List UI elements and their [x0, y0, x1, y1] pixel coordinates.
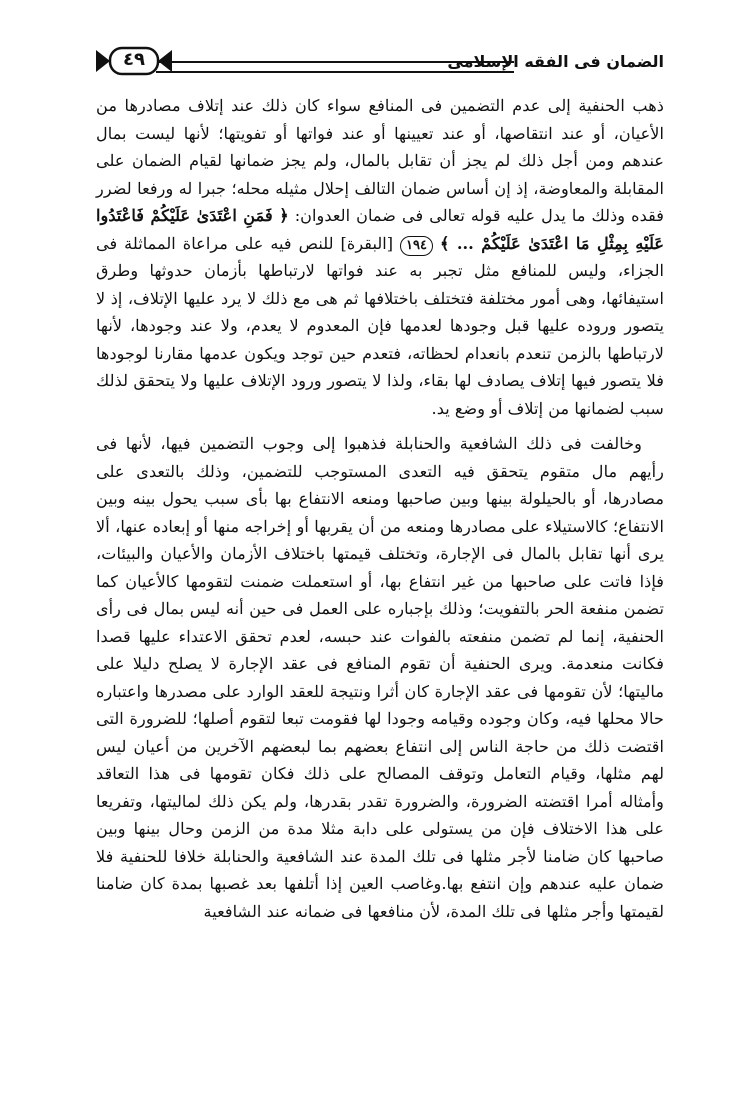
page-header [96, 44, 664, 84]
page-number-badge [96, 46, 172, 76]
paragraph-1 [96, 92, 664, 422]
paragraph-1-text-before-quote: ذهب الحنفية إلى عدم التضمين فى المنافع سواء كان ذلك عند إتلاف مصادرها من الأعيان، أو عند انتقاصها، أو عند تعيينها أو عند فواتها أو تفويتها؛ لأنها ليست بمال عندهم ومن أجل ذلك لم يجز أن تقابل بالمال، ولم يجز ضمانها لقيام الضمان على المقابلة والمعاوضة، إذ إن أساس ضمان التالف إحلال مثيله محله؛ جبرا له ورفعا لضرر فقده وذلك ما يدل عليه قوله تعالى فى ضمان العدوان: [96, 96, 664, 225]
paragraph-2: وخالفت فى ذلك الشافعية والحنابلة فذهبوا إلى وجوب التضمين فيها، لأنها فى رأيهم مال متقوم يتحقق فيه التعدى المستوجب للتضمين، وذلك بالتعدى على مصادرها، أو بالحيلولة بينها وبين صاحبها ومنعه الانتفاع بها بأى سبب يحول بينه وبين الانتفاع؛ كالاستيلاء على مصادرها ومنعه من أن يقربها أو إخراجه منها أو إبعاده عنها، ألا يرى أنها تقابل بالمال فى الإجارة، وتختلف قيمتها باختلاف الأزمان والأعيان والبيئات، فإذا فاتت على صاحبها من غير انتفاع بها، أو استعملت ضمنت لتقومها كالأعيان كما تضمن منفعة الحر بالتفويت؛ وذلك بإجباره على العمل فى حين أنه ليس بمال فى رأى الحنفية، إنما لم تضمن منفعته بالفوات عند حبسه، لعدم تحقق الاعتداء عليها قصدا فكانت منعدمة. ويرى الحنفية أن تقوم المنافع فى عقد الإجارة لا يصلح دليلا على ماليتها؛ لأن تقومها فى عقد الإجارة كان أثرا ونتيجة للعقد الوارد على مصدرها واعتباره حالا محلها فيه، وكان وجوده وقيامه وجودا لها فقومت تبعا لتقوم أصلها؛ للضرورة التى اقتضت ذلك من حاجة الناس إلى انتفاع بعضهم بما لبعضهم الآخرين من أعيان ليس لهم مثلها، وقيام التعامل وتوقف المصالح على ذلك فكان تقومها فى هذا التعاقد وأمثاله أمرا اقتضته الضرورة، والضرورة تقدر بقدرها، ولم يكن ذلك لماليتها، وتفريعا على هذا الاختلاف فإن من يستولى على دابة مثلا مدة من الزمن وحال بينها وبين صاحبها كان ضامنا لأجر مثلها فى تلك المدة عند الشافعية والحنابلة خلافا للحنفية فلا ضمان عليه عندهم وإن انتفع بها.وغاصب العين إذا أتلفها بعد غصبها بمدة كان ضامنا لقيمتها وأجر مثلها فى تلك المدة، لأن منافعها فى ضمانه عند الشافعية [96, 434, 664, 921]
header-rule [156, 61, 514, 73]
page-number: ٤٩ [123, 49, 145, 70]
running-title: الضمان فى الفقه الإسلامى [447, 52, 664, 71]
body-text [96, 92, 664, 925]
paragraph-1-text-after-quote: [البقرة] للنص فيه على مراعاة المماثلة فى الجزاء، وليس للمنافع مثل تجبر به عند فواتها لارتباطها بأزمان حدوثها وطرق استيفائها، وهى أمور مختلفة فتختلف باختلافها ثم هى مع ذلك لا يرد عليها الإتلاف، إذ لا يتصور وروده عليها قبل وجودها لعدمها فإن المعدوم لا يعدم، ولا عند وجودها، لأنها لارتباطها بالزمن تنعدم بانعدام لحظاته، فتعدم حين توجد ويكون عدمها مقارنا لوجودها فلا يتصور فيها إتلاف يصادف لها بقاء، ولذا لا يتصور ورود الإتلاف عليها ولا يتحقق لذلك سبب لضمانها من إتلاف أو وضع يد. [96, 233, 664, 418]
quran-quote: ﴿ فَمَنِ اعْتَدَىٰ عَلَيْكُمْ فَاعْتَدُوا عَلَيْهِ بِمِثْلِ مَا اعْتَدَىٰ عَلَيْكُمْ ... ﴾ [96, 206, 664, 253]
ayah-number-marker: ١٩٤ [400, 236, 433, 256]
